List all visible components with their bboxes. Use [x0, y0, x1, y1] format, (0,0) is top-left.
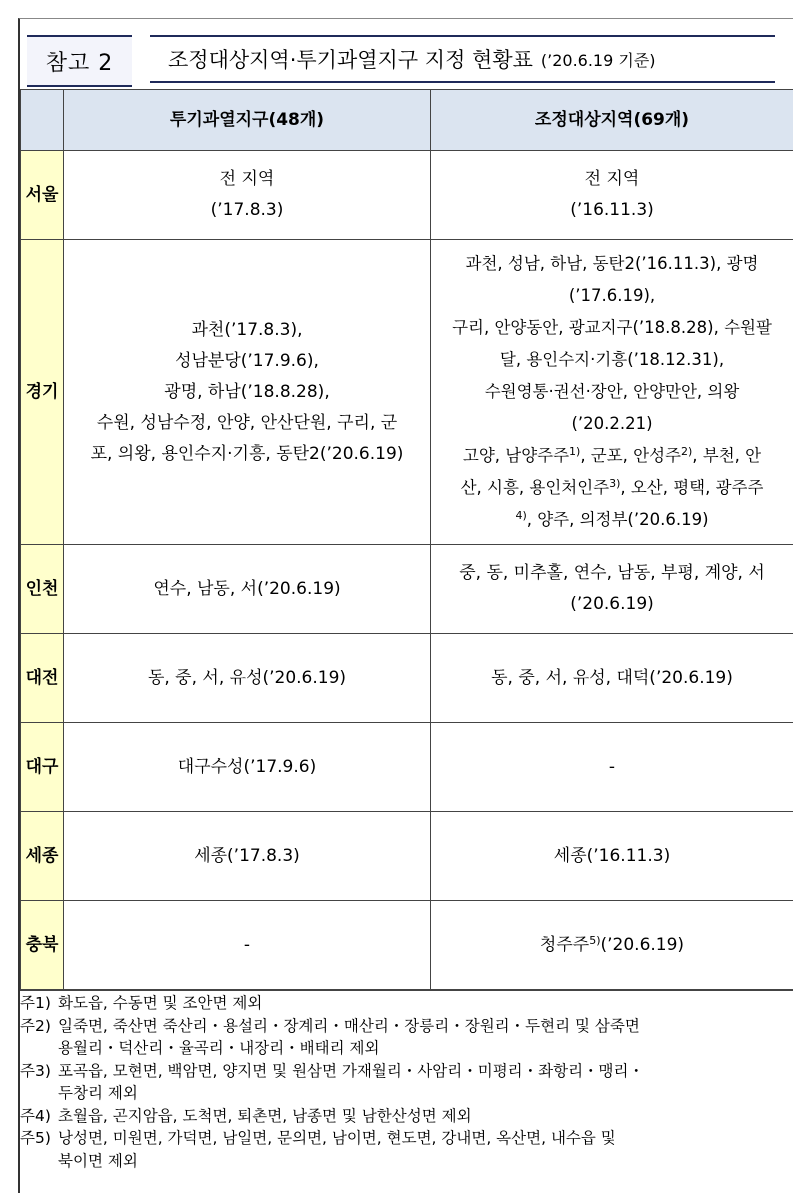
- region-cell: 서울: [21, 151, 64, 240]
- header-corner: [21, 90, 64, 151]
- adjusted-cell: [431, 240, 793, 545]
- adjusted-cell: -: [431, 723, 793, 812]
- footnote-text: 일죽면, 죽산면 죽산리・용설리・장계리・매산리・장릉리・장원리・두현리 및 삼죽면 용월리・덕산리・율곡리・내장리・배태리 제외: [58, 1016, 640, 1057]
- adjusted-text: , 부천, 안 산, 시흥, 용인처인주: [460, 446, 762, 497]
- footnote: [20, 1015, 793, 1060]
- as-of-date: (’20.6.19 기준): [540, 50, 656, 70]
- footnote-text: 화도읍, 수동면 및 조안면 제외: [58, 994, 263, 1012]
- footnote-label: 주5): [20, 1129, 51, 1147]
- adjusted-text: , 오산, 평택, 광주주: [620, 478, 764, 497]
- region-cell: 대구: [21, 723, 64, 812]
- footnote-marker: 3): [609, 477, 621, 490]
- adjusted-cell: 전 지역 (’16.11.3): [431, 151, 793, 240]
- speculative-cell: 세종(’17.8.3): [64, 812, 431, 901]
- speculative-cell: 대구수성(’17.9.6): [64, 723, 431, 812]
- footnote-marker: 4): [515, 509, 527, 522]
- footnote-label: 주2): [20, 1016, 51, 1035]
- footnote-text: 포곡읍, 모현면, 백암면, 양지면 및 원삼면 가재월리・사암리・미평리・좌항리・맹리・ 두창리 제외: [58, 1061, 645, 1102]
- footnote-label: 주4): [20, 1106, 51, 1125]
- table-row: [21, 901, 793, 990]
- speculative-cell: 동, 중, 서, 유성(’20.6.19): [64, 634, 431, 723]
- adjusted-cell: [431, 901, 793, 990]
- table-row: [21, 634, 793, 723]
- region-cell: 충북: [21, 901, 64, 990]
- table-row: [21, 723, 793, 812]
- speculative-cell: 과천(’17.8.3), 성남분당(’17.9.6), 광명, 하남(’18.8.28), 수원, 성남수정, 안양, 안산단원, 구리, 군 포, 의왕, 용인수지·기흥, 동탄2(’20.6.19): [64, 240, 431, 545]
- table-row: [21, 240, 793, 545]
- column-header-adjusted: 조정대상지역(69개): [431, 90, 793, 151]
- region-cell: 대전: [21, 634, 64, 723]
- adjusted-text: , 군포, 안성주: [580, 446, 681, 465]
- adjusted-text: 청주주: [539, 934, 590, 955]
- footnote-label: 주1): [20, 994, 51, 1012]
- footnote-label: 주3): [20, 1061, 51, 1080]
- footnotes: [20, 990, 793, 1193]
- table-row: [21, 812, 793, 901]
- footnote: [20, 1105, 793, 1128]
- speculative-cell: -: [64, 901, 431, 990]
- adjusted-text: , 양주, 의정부(’20.6.19): [526, 510, 709, 529]
- reference-label: 참고 2: [27, 35, 132, 87]
- adjusted-text: 과천, 성남, 하남, 동탄2(’16.11.3), 광명 (’17.6.19), 구리, 안양동안, 광교지구(’18.8.28), 수원팔 달, 용인수지·기흥(’18.12.31), 수원영통·권선·장안, 안양만안, 의왕 (’20.2.21) 고양, 남양주주: [452, 254, 772, 465]
- table-header-row: [21, 90, 793, 151]
- column-header-speculative: 투기과열지구(48개): [64, 90, 431, 151]
- title-text: 조정대상지역·투기과열지구 지정 현황표: [168, 48, 533, 72]
- adjusted-cell: 중, 동, 미추홀, 연수, 남동, 부평, 계양, 서 (’20.6.19): [431, 545, 793, 634]
- title-row: [18, 33, 793, 89]
- footnote-text: 낭성면, 미원면, 가덕면, 남일면, 문의면, 남이면, 현도면, 강내면, 옥산면, 내수읍 및 북이면 제외: [58, 1129, 616, 1170]
- footnote: [20, 992, 793, 1015]
- footnote-marker: 2): [681, 445, 693, 458]
- speculative-cell: 연수, 남동, 서(’20.6.19): [64, 545, 431, 634]
- region-cell: 세종: [21, 812, 64, 901]
- designation-table: [20, 89, 793, 990]
- adjusted-cell: 세종(’16.11.3): [431, 812, 793, 901]
- adjusted-text: (’20.6.19): [600, 934, 685, 955]
- speculative-cell: 전 지역 (’17.8.3): [64, 151, 431, 240]
- footnote-marker: 1): [569, 445, 581, 458]
- footnote-marker: 5): [589, 933, 601, 947]
- table-row: [21, 545, 793, 634]
- footnote: [20, 1060, 793, 1105]
- region-cell: 인천: [21, 545, 64, 634]
- page-title: [150, 35, 775, 83]
- adjusted-cell: 동, 중, 서, 유성, 대덕(’20.6.19): [431, 634, 793, 723]
- table-row: [21, 151, 793, 240]
- region-cell: 경기: [21, 240, 64, 545]
- footnote-text: 초월읍, 곤지암읍, 도척면, 퇴촌면, 남종면 및 남한산성면 제외: [58, 1106, 472, 1125]
- footnote: [20, 1127, 793, 1172]
